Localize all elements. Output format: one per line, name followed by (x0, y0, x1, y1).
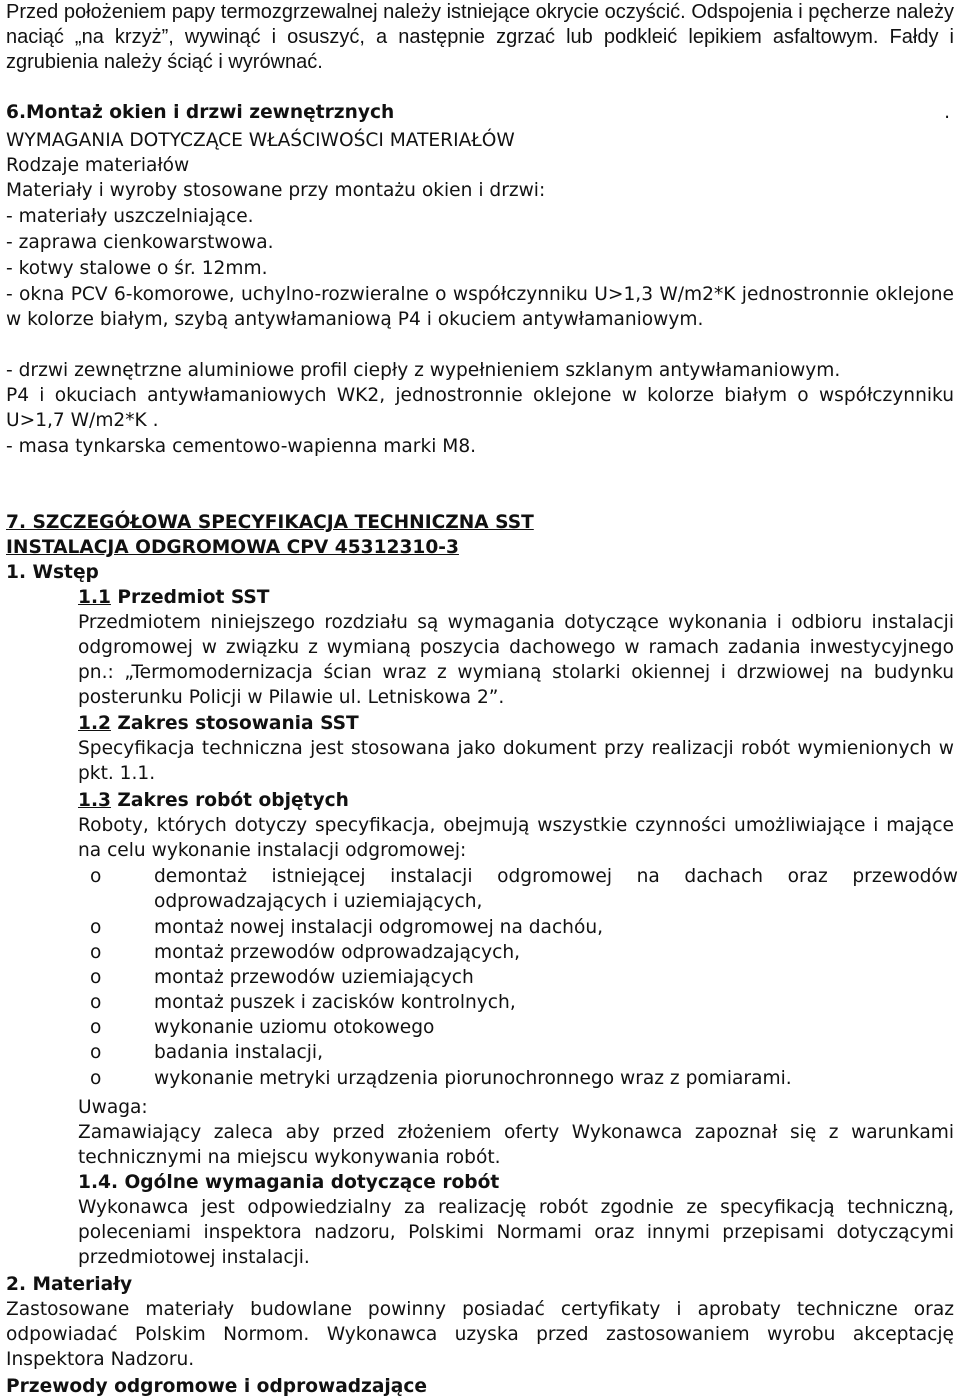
heading-1-3 (78, 788, 349, 813)
heading-1-1-text: Przedmiot SST (110, 587, 270, 608)
list-item-text: wykonanie uziomu otokowego (154, 1017, 435, 1038)
heading-1-4: 1.4. Ogólne wymagania dotyczące robót (78, 1172, 500, 1193)
list-item-text: wykonanie metryki urządzenia piorunochronnego wraz z pomiarami. (154, 1068, 792, 1089)
list-item-text: demontaż istniejącej instalacji odgromowej na dachach oraz przewodów odprowadzających i uziemiających, (154, 866, 958, 912)
bullet-marker: o (90, 967, 102, 988)
section-7-subtitle: INSTALACJA ODGROMOWA CPV 45312310-3 (6, 537, 459, 558)
bullet-marker: o (90, 917, 102, 938)
heading-1-1 (78, 585, 269, 610)
heading-1-3-text: Zakres robót objętych (110, 790, 349, 811)
section-7-title: 7. SZCZEGÓŁOWA SPECYFIKACJA TECHNICZNA SST (6, 512, 534, 533)
list-item-text: montaż przewodów odprowadzających, (154, 942, 521, 963)
section-6-title: 6.Montaż okien i drzwi zewnętrznych (6, 102, 395, 123)
heading-2-materials: 2. Materiały (6, 1274, 133, 1295)
paragraph-1-3: Roboty, których dotyczy specyfikacja, obejmują wszystkie czynności umożliwiające i mające na celu wykonanie instalacji odgromowej: (78, 815, 954, 861)
material-item-doors: - drzwi zewnętrzne aluminiowe profil ciepły z wypełnieniem szklanym antywłamaniowym. (6, 360, 841, 381)
list-item-text: montaż przewodów uziemiających (154, 967, 474, 988)
heading-wstep: 1. Wstęp (6, 562, 99, 583)
bullet-marker: o (90, 1068, 102, 1089)
heading-1-1-number: 1.1 (78, 587, 111, 608)
heading-1-2-text: Zakres stosowania SST (110, 713, 359, 734)
bullet-marker: o (90, 1042, 102, 1063)
paragraph-1-2: Specyfikacja techniczna jest stosowana jako dokument przy realizacji robót wymienionych w pkt. 1.1. (78, 738, 954, 784)
material-item: - materiały uszczelniające. (6, 206, 254, 227)
bullet-marker: o (90, 942, 102, 963)
heading-1-3-number: 1.3 (78, 790, 111, 811)
section-6-dot: . (944, 102, 950, 123)
material-item-doors-cont: P4 i okuciach antywłamaniowych WK2, jednostronnie oklejone w kolorze białym o współczynniku U>1,7 W/m2*K . (6, 385, 954, 431)
heading-conductors: Przewody odgromowe i odprowadzające (6, 1376, 427, 1397)
material-item-windows: - okna PCV 6-komorowe, uchylno-rozwieralne o współczynniku U>1,3 W/m2*K jednostronnie oklejone w kolorze białym, szybą antywłamaniową P4 i okuciem antywłamaniowym. (6, 284, 954, 330)
bullet-marker: o (90, 866, 102, 887)
material-types-heading: Rodzaje materiałów (6, 155, 190, 176)
heading-1-2 (78, 711, 359, 736)
material-item: - masa tynkarska cementowo-wapienna marki M8. (6, 436, 477, 457)
material-item: - kotwy stalowe o śr. 12mm. (6, 258, 268, 279)
bullet-marker: o (90, 1017, 102, 1038)
intro-text: Przed położeniem papy termozgrzewalnej należy istniejące okrycie oczyścić. Odspojenia i pęcherze należy naciąć „na krzyż”, wywinąć i osuszyć, a następnie zgrzać lub podkleić lepikiem asfaltowym. Fałdy i zgrubienia należy ściąć i wyrównać. (6, 1, 954, 73)
list-item-text: montaż nowej instalacji odgromowej na dachóu, (154, 917, 604, 938)
bullet-marker: o (90, 992, 102, 1013)
material-item: - zaprawa cienkowarstwowa. (6, 232, 274, 253)
paragraph-1-1: Przedmiotem niniejszego rozdziału są wymagania dotyczące wykonania i odbioru instalacji odgromowej w związku z wymianą poszycia dachowego w ramach zadania inwestycyjnego pn.: „Termomodernizacja ścian wraz z wymianą stolarki okiennej i drzwiowej na budynku posterunku Policji w Pilawie ul. Letniskowa 2”. (78, 612, 954, 708)
section-6-heading (6, 100, 950, 125)
list-item-text: badania instalacji, (154, 1042, 323, 1063)
heading-1-2-number: 1.2 (78, 713, 111, 734)
materials-intro: Materiały i wyroby stosowane przy montażu okien i drzwi: (6, 180, 546, 201)
list-item (78, 864, 958, 914)
paragraph-1-4: Wykonawca jest odpowiedzialny za realizację robót zgodnie ze specyfikacją techniczną, poleceniami inspektora nadzoru, Polskimi Normami oraz innymi przepisami dotyczącymi przedmiotowej instalacji. (78, 1197, 954, 1268)
requirements-heading: WYMAGANIA DOTYCZĄCE WŁAŚCIWOŚCI MATERIAŁÓW (6, 130, 515, 151)
note-label: Uwaga: (78, 1097, 148, 1118)
intro-paragraph (6, 0, 954, 75)
note-text: Zamawiający zaleca aby przed złożeniem oferty Wykonawca zapoznał się z warunkami technicznymi na miejscu wykonywania robót. (78, 1122, 954, 1168)
list-item-text: montaż puszek i zacisków kontrolnych, (154, 992, 516, 1013)
paragraph-2: Zastosowane materiały budowlane powinny posiadać certyfikaty i aprobaty techniczne oraz odpowiadać Polskim Normom. Wykonawca uzyska przed zastosowaniem wyrobu akceptację Inspektora Nadzoru. (6, 1299, 954, 1370)
